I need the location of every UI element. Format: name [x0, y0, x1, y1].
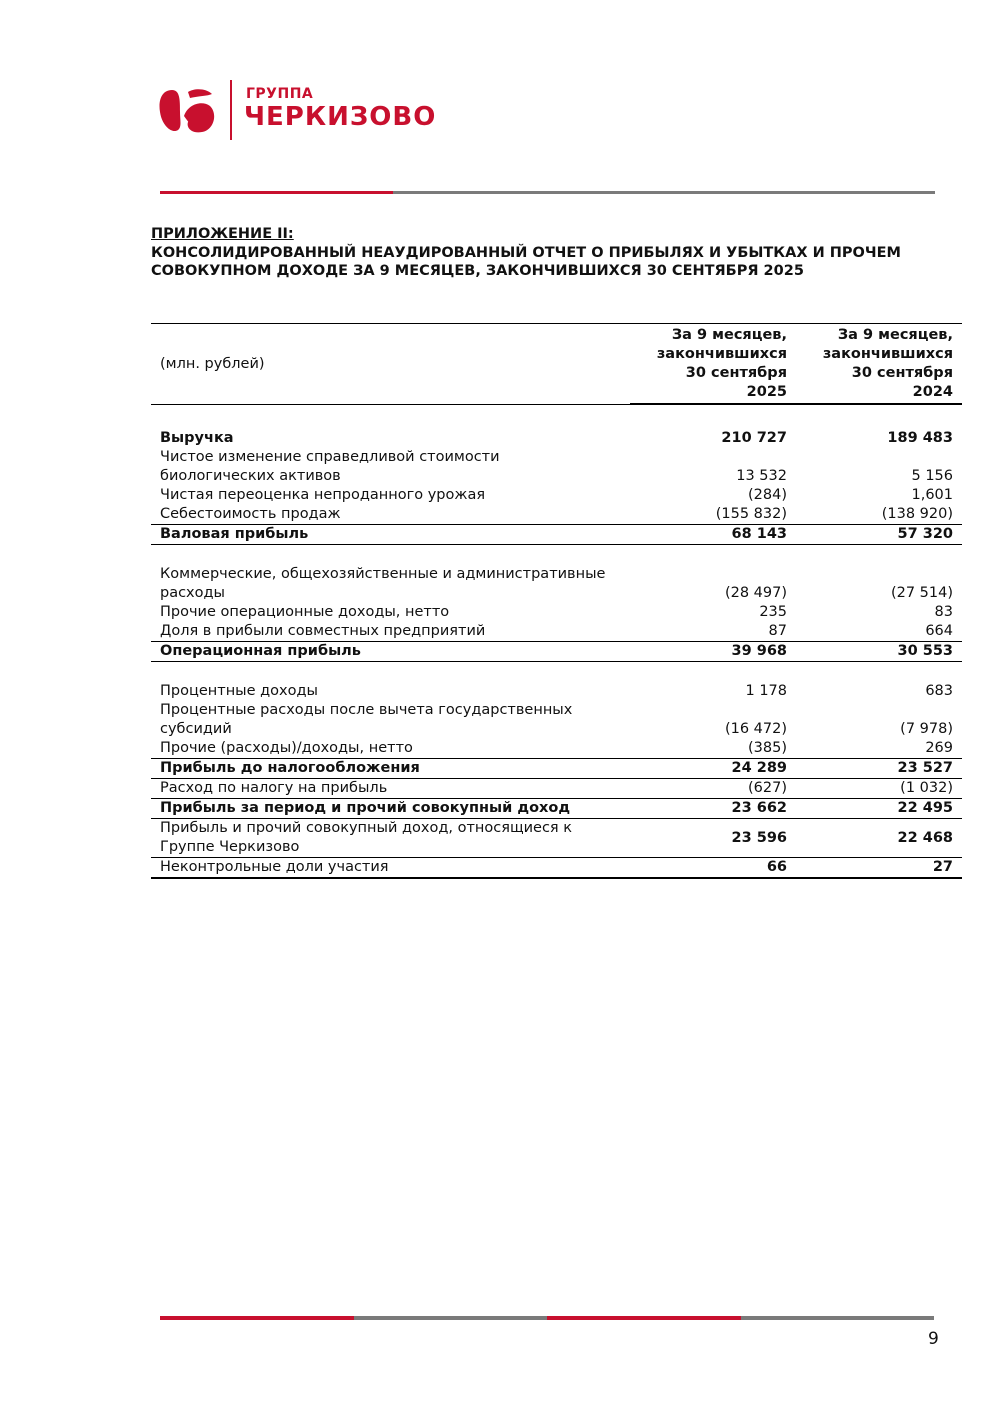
table-row-gross-profit — [151, 525, 962, 545]
page-number: 9 — [928, 1329, 939, 1349]
value-2025: (155 832) — [630, 505, 796, 525]
spacer-cell — [151, 662, 962, 683]
footer-divider-accent — [160, 1316, 354, 1320]
value-2025: 235 — [759, 604, 787, 620]
row-label: Операционная прибыль — [151, 642, 630, 662]
row-label: Неконтрольные доли участия — [151, 858, 630, 879]
value-2025: 23 596 — [630, 819, 796, 858]
value-2025: 1 178 — [745, 683, 787, 699]
value-2024: (27 514) — [890, 585, 953, 601]
row-label: Расход по налогу на прибыль — [151, 779, 630, 799]
footer-divider — [160, 1316, 934, 1320]
table-row-profit-before-tax — [151, 759, 962, 779]
table-row-jv-share — [151, 622, 962, 642]
table-row-attributable-group — [151, 819, 962, 858]
table-row-income-tax — [151, 779, 962, 799]
value-2024: 189 483 — [887, 430, 953, 446]
value-2025: 24 289 — [630, 759, 796, 779]
spacer-cell — [151, 545, 962, 566]
spacer-row — [151, 404, 962, 429]
spacer-row — [151, 545, 962, 566]
column-header-year: 2025 — [746, 384, 787, 400]
table-row-interest-expense — [151, 701, 962, 739]
value-2024: 269 — [796, 739, 962, 759]
value-2025: 87 — [630, 622, 796, 642]
row-label: Доля в прибыли совместных предприятий — [151, 622, 630, 642]
row-label: Себестоимость продаж — [151, 505, 630, 525]
column-header-text: 30 сентября — [685, 365, 787, 381]
row-label: Прочие операционные доходы, нетто — [160, 604, 450, 620]
value-2025: (16 472) — [724, 721, 787, 737]
value-2025: 66 — [630, 858, 796, 879]
value-2024: 83 — [934, 604, 953, 620]
table-row-harvest — [151, 486, 962, 505]
value-2024: 664 — [796, 622, 962, 642]
footer-divider-accent — [547, 1316, 741, 1320]
value-2024: 683 — [925, 683, 953, 699]
row-label: Процентные доходы — [160, 683, 318, 699]
value-2025: (627) — [630, 779, 796, 799]
row-label-line: биологических активов — [160, 468, 341, 484]
table-row-sga — [151, 565, 962, 603]
unit-label: (млн. рублей) — [151, 324, 630, 405]
company-logo — [158, 80, 458, 142]
table-row-other-net — [151, 739, 962, 759]
value-2025: (284) — [748, 487, 787, 503]
row-label-line: субсидий — [160, 721, 232, 737]
row-label — [151, 701, 630, 739]
value-2024: 30 553 — [796, 642, 962, 662]
logo-text-small: ГРУППА — [246, 86, 314, 102]
row-label-line: расходы — [160, 585, 225, 601]
logo-text-big: ЧЕРКИЗОВО — [244, 102, 437, 132]
row-label-line: Чистое изменение справедливой стоимости — [160, 449, 500, 465]
table-header-row — [151, 324, 962, 405]
row-label — [151, 448, 630, 486]
column-header-text: За 9 месяцев, — [671, 327, 787, 343]
report-title-line-1: КОНСОЛИДИРОВАННЫЙ НЕАУДИРОВАННЫЙ ОТЧЕТ О ПРИБЫЛЯХ И УБЫТКАХ И ПРОЧЕМ — [151, 244, 901, 261]
table-row-bio-assets — [151, 448, 962, 486]
appendix-title: ПРИЛОЖЕНИЕ II: — [151, 226, 294, 242]
logo-divider — [230, 80, 232, 140]
table-row-revenue — [151, 429, 962, 448]
row-label-line: Процентные расходы после вычета государственных — [160, 702, 573, 718]
cherkizovo-logo-icon — [158, 86, 218, 136]
column-header-2025 — [630, 324, 796, 405]
row-label-line: Коммерческие, общехозяйственные и административные — [160, 566, 606, 582]
table-row-nci — [151, 858, 962, 879]
header-divider-accent — [160, 191, 393, 194]
row-label — [151, 565, 630, 603]
value-2025: 23 662 — [630, 799, 796, 819]
row-label-line: Группе Черкизово — [160, 839, 300, 855]
column-header-2024 — [796, 324, 962, 405]
income-statement-table — [151, 323, 962, 879]
row-label: Прибыль за период и прочий совокупный доход — [151, 799, 630, 819]
value-2025: 39 968 — [630, 642, 796, 662]
column-header-text: За 9 месяцев, — [837, 327, 953, 343]
value-2024: 22 468 — [796, 819, 962, 858]
value-2024: 23 527 — [796, 759, 962, 779]
column-header-text: 30 сентября — [851, 365, 953, 381]
row-label: Валовая прибыль — [151, 525, 630, 545]
spacer-cell — [151, 404, 962, 429]
value-2024: (7 978) — [900, 721, 953, 737]
table-row-interest-income — [151, 682, 962, 701]
value-2025: 210 727 — [721, 430, 787, 446]
row-label — [151, 819, 630, 858]
value-2024: 27 — [796, 858, 962, 879]
value-2024: 22 495 — [796, 799, 962, 819]
table-row-other-operating — [151, 603, 962, 622]
column-header-year: 2024 — [912, 384, 953, 400]
spacer-row — [151, 662, 962, 683]
value-2024: (1 032) — [796, 779, 962, 799]
column-header-text: закончившихся — [822, 346, 953, 362]
value-2025: 68 143 — [630, 525, 796, 545]
row-label: Прочие (расходы)/доходы, нетто — [151, 739, 630, 759]
row-label: Прибыль до налогообложения — [151, 759, 630, 779]
row-label: Выручка — [160, 430, 234, 446]
value-2025: (385) — [630, 739, 796, 759]
value-2024: 57 320 — [796, 525, 962, 545]
value-2025: (28 497) — [724, 585, 787, 601]
column-header-text: закончившихся — [656, 346, 787, 362]
document-heading — [151, 225, 961, 281]
table-row-net-profit — [151, 799, 962, 819]
value-2024: 5 156 — [911, 468, 953, 484]
value-2024: (138 920) — [796, 505, 962, 525]
header-divider — [160, 191, 935, 194]
value-2024: 1,601 — [911, 487, 953, 503]
row-label-line: Прибыль и прочий совокупный доход, относящиеся к — [160, 820, 573, 836]
value-2025: 13 532 — [736, 468, 787, 484]
table-row-operating-profit — [151, 642, 962, 662]
report-title-line-2: СОВОКУПНОМ ДОХОДЕ ЗА 9 МЕСЯЦЕВ, ЗАКОНЧИВШИХСЯ 30 СЕНТЯБРЯ 2025 — [151, 263, 804, 279]
row-label: Чистая переоценка непроданного урожая — [160, 487, 486, 503]
table-row-cogs — [151, 505, 962, 525]
